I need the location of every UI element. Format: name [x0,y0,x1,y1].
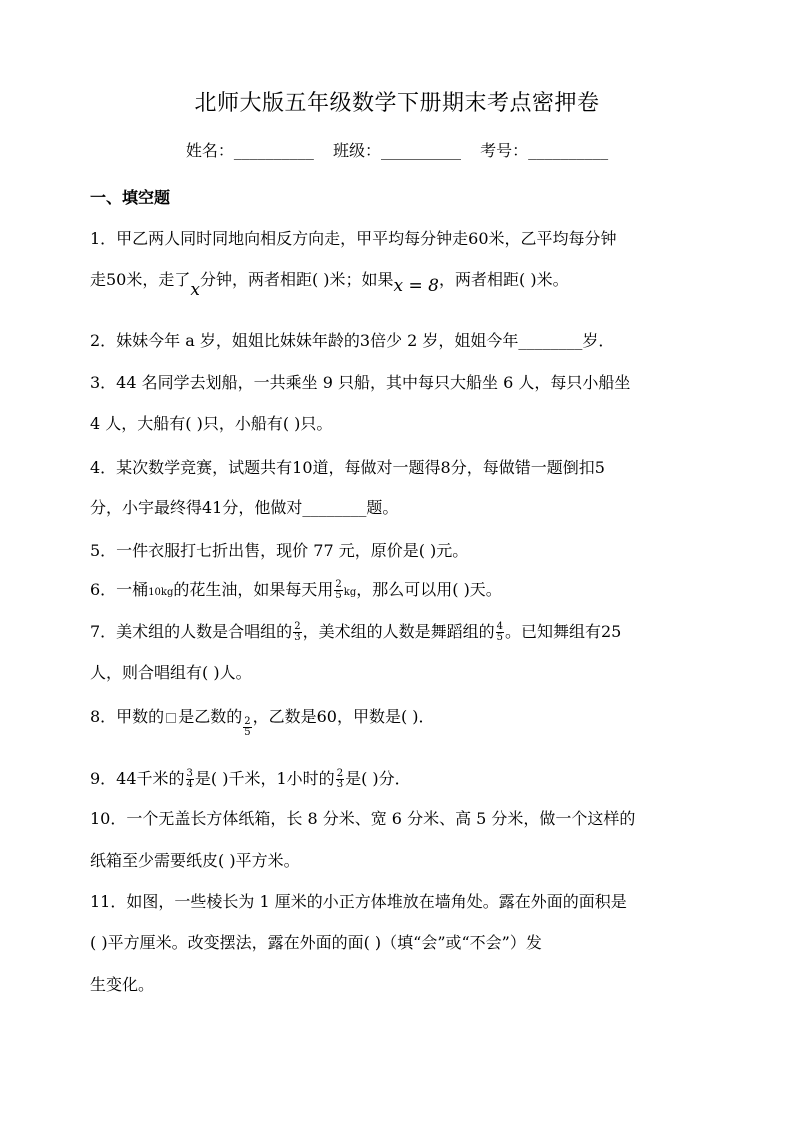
question-11-line-3: 生变化。 [90,975,155,994]
class-field[interactable]: 班级：__________ [332,141,461,160]
numerator: 2 [335,579,342,590]
q6-unit-kg2: kg [343,587,357,598]
fraction [293,622,301,643]
q9-text-b: 是( )千米，1小时的 [194,769,335,788]
question-3-line-2: 4 人，大船有( )只，小船有( )只。 [90,414,333,433]
page-title: 北师大版五年级数学下册期末考点密押卷 [194,91,600,116]
q6-text-c: ，那么可以用( )天。 [356,580,502,599]
missing-glyph-icon [166,713,176,723]
question-7-line-2: 人，则合唱组有( )人。 [90,663,252,682]
question-3-line-1: 3．44 名同学去划船，一共乘坐 9 只船，其中每只大船坐 6 人，每只小船坐 [90,373,631,392]
question-4-line-2: 分，小宇最终得41分，他做对________题。 [90,498,399,517]
question-6 [90,569,710,613]
denominator: 3 [294,632,301,643]
denominator: 3 [336,779,344,790]
q6-text-b: 的花生油，如果每天用 [173,580,334,599]
q6-unit-kg: 10kg [148,587,174,598]
q6-text-a: 6．一桶 [90,580,149,599]
q7-text-a: 7．美术组的人数是合唱组的 [90,622,293,641]
numerator: 2 [336,768,344,779]
question-11-line-1: 11．如图，一些棱长为 1 厘米的小正方体堆放在墙角处。露在外面的面积是 [90,892,627,911]
student-info [0,138,794,161]
numerator: 3 [186,768,193,779]
name-field[interactable]: 姓名：__________ [185,141,314,160]
question-2: 2．妹妹今年 a 岁，姐姐比妹妹年龄的3倍少 2 岁，姐姐今年________岁． [90,331,615,350]
q9-text-a: 9．44千米的 [90,769,185,788]
q1-text-b: 分钟，两者相距( )米；如果 [199,270,394,289]
fraction [243,717,251,738]
q9-text-c: 是( )分． [345,769,411,788]
denominator: 5 [496,632,503,643]
numerator: 2 [294,621,301,632]
fraction [496,622,504,643]
question-1-line-1: 1．甲乙两人同时同地向相反方向走，甲平均每分钟走60米，乙平均每分钟 [90,229,617,248]
q7-text-c: 。已知舞组有25 [504,622,622,641]
q7-text-b: ，美术组的人数是舞蹈组的 [302,622,495,641]
question-7-line-1 [90,611,710,652]
question-5: 5．一件衣服打七折出售，现价 77 元，原价是( )元。 [90,541,469,560]
question-4-line-1: 4．某次数学竞赛，试题共有10道，每做对一题得8分，每做错一题倒扣5 [90,458,605,477]
equation: x = 8 [393,276,440,296]
q1-text-c: ，两者相距( )米。 [439,270,569,289]
denominator: 5 [335,590,342,601]
question-9 [90,758,710,799]
exam-number-field[interactable]: 考号：__________ [480,141,609,160]
denominator: 4 [186,779,193,790]
question-1-line-2 [90,259,710,301]
numerator: 4 [496,621,503,632]
q1-text-a: 走50米，走了 [90,270,191,289]
section-heading: 一、填空题 [90,188,171,207]
fraction [336,769,344,790]
denominator: 5 [244,727,251,738]
q8-text-b: 是乙数的 [178,707,243,726]
variable-x: x [190,280,200,300]
fraction [186,769,194,790]
question-10-line-1: 10．一个无盖长方体纸箱，长 8 分米、宽 6 分米、高 5 分米，做一个这样的 [90,809,636,828]
question-11-line-2: ( )平方厘米。改变摆法，露在外面的面( )（填“会”或“不会”）发 [90,933,542,952]
question-8 [90,696,710,737]
q8-text-c: ，乙数是60，甲数是( )． [252,707,435,726]
fraction [334,580,342,601]
numerator: 2 [244,716,251,727]
question-10-line-2: 纸箱至少需要纸皮( )平方米。 [90,851,300,870]
q8-text-a: 8．甲数的 [90,707,165,726]
